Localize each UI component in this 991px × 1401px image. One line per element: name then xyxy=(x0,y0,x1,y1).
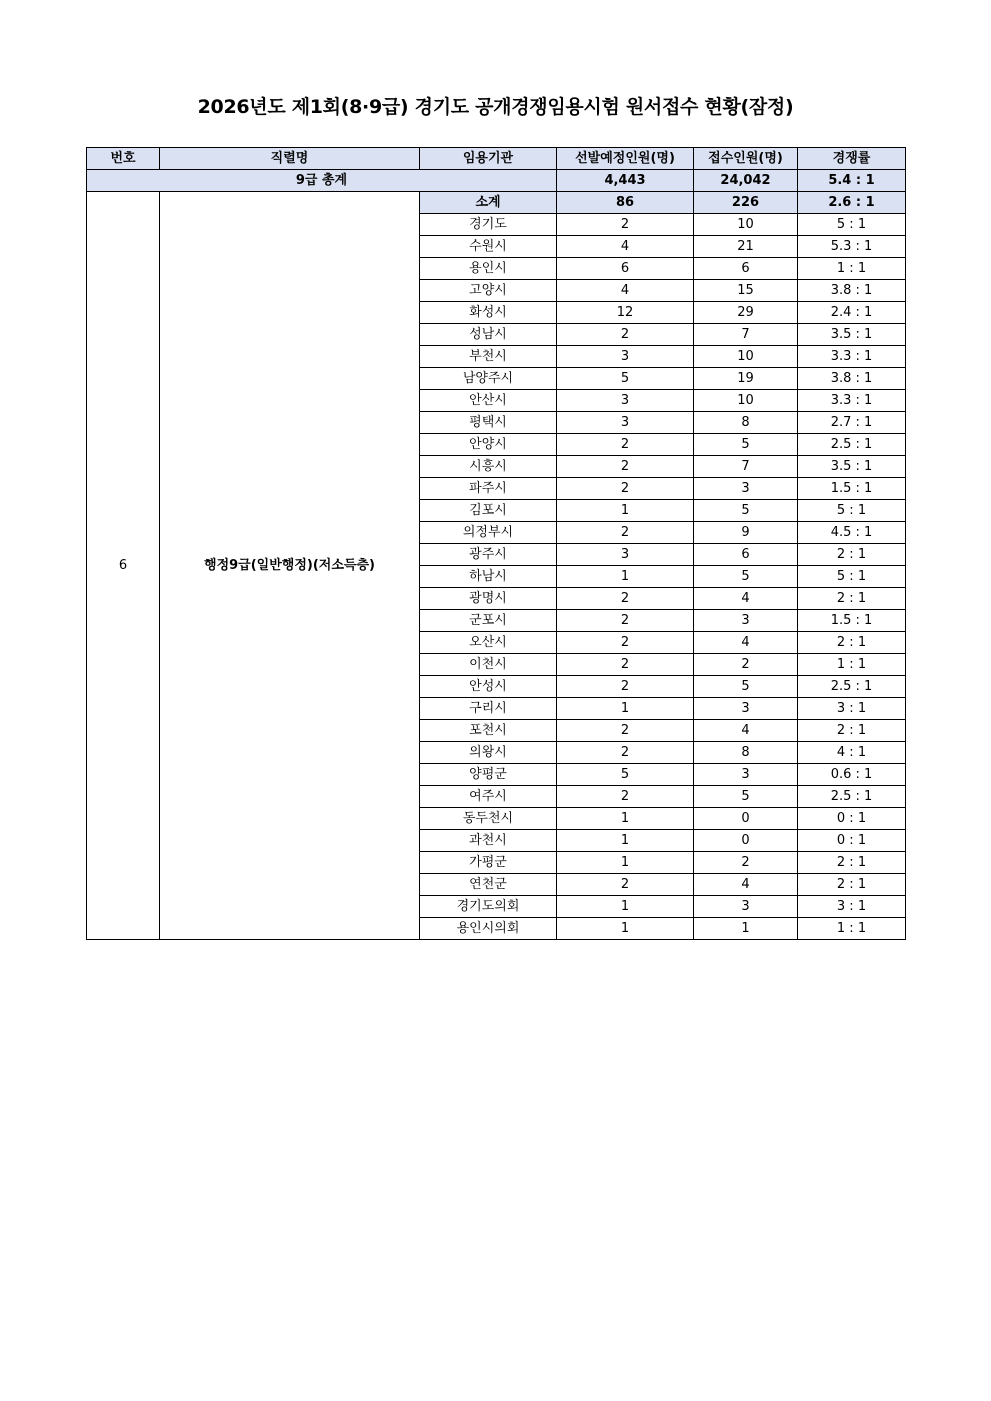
total-ratio: 5.4 : 1 xyxy=(798,170,906,192)
cell-ratio: 5 : 1 xyxy=(798,214,906,236)
total-row xyxy=(87,170,906,192)
cell-applied: 19 xyxy=(694,368,798,390)
cell-agency: 하남시 xyxy=(420,566,557,588)
cell-planned: 2 xyxy=(557,324,694,346)
cell-ratio: 2.5 : 1 xyxy=(798,676,906,698)
cell-ratio: 3.5 : 1 xyxy=(798,324,906,346)
cell-ratio: 3 : 1 xyxy=(798,896,906,918)
cell-ratio: 2.5 : 1 xyxy=(798,434,906,456)
cell-applied: 0 xyxy=(694,808,798,830)
cell-applied: 4 xyxy=(694,720,798,742)
cell-agency: 경기도 xyxy=(420,214,557,236)
cell-planned: 5 xyxy=(557,368,694,390)
cell-planned: 2 xyxy=(557,456,694,478)
cell-ratio: 2 : 1 xyxy=(798,852,906,874)
cell-agency: 수원시 xyxy=(420,236,557,258)
cell-ratio: 3.3 : 1 xyxy=(798,390,906,412)
cell-agency: 포천시 xyxy=(420,720,557,742)
cell-ratio: 3 : 1 xyxy=(798,698,906,720)
cell-planned: 2 xyxy=(557,720,694,742)
cell-applied: 3 xyxy=(694,896,798,918)
cell-planned: 12 xyxy=(557,302,694,324)
cell-planned: 1 xyxy=(557,918,694,940)
cell-ratio: 1.5 : 1 xyxy=(798,478,906,500)
cell-applied: 7 xyxy=(694,456,798,478)
cell-agency: 여주시 xyxy=(420,786,557,808)
cell-ratio: 4.5 : 1 xyxy=(798,522,906,544)
cell-ratio: 2.4 : 1 xyxy=(798,302,906,324)
cell-applied: 5 xyxy=(694,566,798,588)
cell-ratio: 2.7 : 1 xyxy=(798,412,906,434)
cell-applied: 6 xyxy=(694,258,798,280)
cell-ratio: 0.6 : 1 xyxy=(798,764,906,786)
cell-planned: 3 xyxy=(557,412,694,434)
cell-agency: 연천군 xyxy=(420,874,557,896)
cell-agency: 동두천시 xyxy=(420,808,557,830)
cell-ratio: 2.5 : 1 xyxy=(798,786,906,808)
cell-agency: 용인시 xyxy=(420,258,557,280)
cell-ratio: 1 : 1 xyxy=(798,654,906,676)
header-ratio: 경쟁률 xyxy=(798,148,906,170)
cell-planned: 3 xyxy=(557,390,694,412)
header-row xyxy=(87,148,906,170)
cell-ratio: 5 : 1 xyxy=(798,500,906,522)
cell-planned: 2 xyxy=(557,786,694,808)
cell-planned: 2 xyxy=(557,434,694,456)
cell-planned: 2 xyxy=(557,874,694,896)
cell-agency: 고양시 xyxy=(420,280,557,302)
cell-applied: 10 xyxy=(694,214,798,236)
cell-agency: 남양주시 xyxy=(420,368,557,390)
cell-ratio: 5.3 : 1 xyxy=(798,236,906,258)
total-planned: 4,443 xyxy=(557,170,694,192)
cell-ratio: 4 : 1 xyxy=(798,742,906,764)
subtotal-label: 소계 xyxy=(420,192,557,214)
cell-applied: 7 xyxy=(694,324,798,346)
cell-applied: 8 xyxy=(694,412,798,434)
cell-ratio: 3.8 : 1 xyxy=(798,280,906,302)
cell-ratio: 1 : 1 xyxy=(798,258,906,280)
cell-planned: 1 xyxy=(557,830,694,852)
cell-agency: 용인시의회 xyxy=(420,918,557,940)
cell-applied: 2 xyxy=(694,654,798,676)
cell-applied: 3 xyxy=(694,478,798,500)
cell-planned: 2 xyxy=(557,214,694,236)
page-title: 2026년도 제1회(8·9급) 경기도 공개경쟁임용시험 원서접수 현황(잠정) xyxy=(197,96,794,118)
cell-agency: 광명시 xyxy=(420,588,557,610)
cell-applied: 4 xyxy=(694,588,798,610)
cell-agency: 양평군 xyxy=(420,764,557,786)
cell-ratio: 3.5 : 1 xyxy=(798,456,906,478)
cell-applied: 3 xyxy=(694,764,798,786)
cell-applied: 8 xyxy=(694,742,798,764)
cell-applied: 5 xyxy=(694,434,798,456)
cell-planned: 1 xyxy=(557,698,694,720)
cell-ratio: 0 : 1 xyxy=(798,830,906,852)
subtotal-planned: 86 xyxy=(557,192,694,214)
cell-applied: 10 xyxy=(694,346,798,368)
cell-ratio: 1.5 : 1 xyxy=(798,610,906,632)
cell-agency: 안산시 xyxy=(420,390,557,412)
cell-agency: 오산시 xyxy=(420,632,557,654)
cell-ratio: 2 : 1 xyxy=(798,544,906,566)
cell-agency: 시흥시 xyxy=(420,456,557,478)
cell-ratio: 0 : 1 xyxy=(798,808,906,830)
header-applied: 접수인원(명) xyxy=(694,148,798,170)
header-no: 번호 xyxy=(87,148,160,170)
cell-ratio: 2 : 1 xyxy=(798,632,906,654)
cell-applied: 6 xyxy=(694,544,798,566)
cell-planned: 1 xyxy=(557,566,694,588)
cell-agency: 광주시 xyxy=(420,544,557,566)
cell-planned: 3 xyxy=(557,544,694,566)
cell-agency: 김포시 xyxy=(420,500,557,522)
total-label: 9급 총계 xyxy=(87,170,557,192)
subtotal-applied: 226 xyxy=(694,192,798,214)
cell-planned: 2 xyxy=(557,654,694,676)
total-applied: 24,042 xyxy=(694,170,798,192)
cell-agency: 평택시 xyxy=(420,412,557,434)
cell-planned: 3 xyxy=(557,346,694,368)
cell-agency: 구리시 xyxy=(420,698,557,720)
cell-applied: 5 xyxy=(694,786,798,808)
cell-applied: 5 xyxy=(694,500,798,522)
cell-agency: 군포시 xyxy=(420,610,557,632)
cell-planned: 2 xyxy=(557,742,694,764)
cell-agency: 의왕시 xyxy=(420,742,557,764)
cell-planned: 2 xyxy=(557,632,694,654)
applications-table xyxy=(86,147,906,940)
cell-planned: 1 xyxy=(557,852,694,874)
cell-applied: 15 xyxy=(694,280,798,302)
subtotal-row xyxy=(87,192,906,214)
cell-agency: 이천시 xyxy=(420,654,557,676)
cell-ratio: 5 : 1 xyxy=(798,566,906,588)
cell-ratio: 3.3 : 1 xyxy=(798,346,906,368)
cell-planned: 1 xyxy=(557,896,694,918)
cell-planned: 4 xyxy=(557,236,694,258)
cell-applied: 29 xyxy=(694,302,798,324)
cell-planned: 4 xyxy=(557,280,694,302)
cell-planned: 2 xyxy=(557,478,694,500)
cell-applied: 21 xyxy=(694,236,798,258)
cell-applied: 10 xyxy=(694,390,798,412)
cell-planned: 2 xyxy=(557,522,694,544)
header-agency: 임용기관 xyxy=(420,148,557,170)
header-job: 직렬명 xyxy=(160,148,420,170)
subtotal-ratio: 2.6 : 1 xyxy=(798,192,906,214)
header-planned: 선발예정인원(명) xyxy=(557,148,694,170)
cell-applied: 2 xyxy=(694,852,798,874)
cell-applied: 0 xyxy=(694,830,798,852)
group-number: 6 xyxy=(87,192,160,940)
cell-ratio: 3.8 : 1 xyxy=(798,368,906,390)
cell-applied: 4 xyxy=(694,874,798,896)
cell-agency: 파주시 xyxy=(420,478,557,500)
cell-ratio: 2 : 1 xyxy=(798,874,906,896)
cell-ratio: 2 : 1 xyxy=(798,720,906,742)
cell-agency: 의정부시 xyxy=(420,522,557,544)
cell-ratio: 1 : 1 xyxy=(798,918,906,940)
cell-ratio: 2 : 1 xyxy=(798,588,906,610)
cell-applied: 9 xyxy=(694,522,798,544)
cell-agency: 화성시 xyxy=(420,302,557,324)
cell-planned: 6 xyxy=(557,258,694,280)
cell-agency: 안양시 xyxy=(420,434,557,456)
cell-agency: 과천시 xyxy=(420,830,557,852)
cell-planned: 2 xyxy=(557,676,694,698)
cell-planned: 1 xyxy=(557,808,694,830)
cell-applied: 4 xyxy=(694,632,798,654)
cell-agency: 가평군 xyxy=(420,852,557,874)
cell-applied: 5 xyxy=(694,676,798,698)
cell-planned: 5 xyxy=(557,764,694,786)
cell-agency: 성남시 xyxy=(420,324,557,346)
cell-planned: 1 xyxy=(557,500,694,522)
cell-agency: 경기도의회 xyxy=(420,896,557,918)
cell-applied: 3 xyxy=(694,698,798,720)
cell-planned: 2 xyxy=(557,588,694,610)
cell-applied: 3 xyxy=(694,610,798,632)
cell-applied: 1 xyxy=(694,918,798,940)
group-job-name: 행정9급(일반행정)(저소득층) xyxy=(160,192,420,940)
cell-planned: 2 xyxy=(557,610,694,632)
cell-agency: 안성시 xyxy=(420,676,557,698)
cell-agency: 부천시 xyxy=(420,346,557,368)
